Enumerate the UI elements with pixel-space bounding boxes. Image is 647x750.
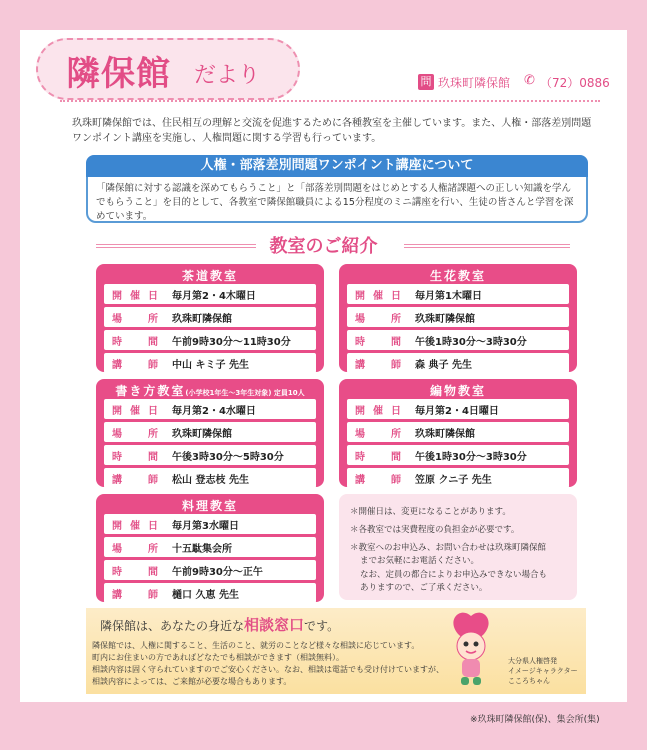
label-char: 開 <box>112 520 122 532</box>
note-item: ＊開催日は、変更になることがあります。 <box>350 507 511 517</box>
class-row-time <box>104 330 316 350</box>
class-row-label <box>104 471 166 486</box>
label-char: 場 <box>112 428 122 440</box>
class-card <box>96 379 324 487</box>
class-row-place <box>104 422 316 442</box>
label-char: 催 <box>130 290 140 302</box>
class-row-label <box>347 333 409 348</box>
label-char: 場 <box>112 313 122 325</box>
class-row-label <box>104 310 166 325</box>
class-card-title-text: 料理教室 <box>181 499 238 513</box>
mascot-caption-line: イメージキャラクター <box>508 667 578 675</box>
header-divider <box>60 100 600 102</box>
label-char: 場 <box>355 428 365 440</box>
class-card <box>339 379 577 487</box>
class-row-label <box>104 425 166 440</box>
class-row-teacher <box>347 353 569 373</box>
label-char: 師 <box>148 474 158 486</box>
class-row-label <box>347 471 409 486</box>
label-char: 開 <box>355 405 365 417</box>
class-row-time <box>104 560 316 580</box>
label-char: 間 <box>391 336 401 348</box>
class-row-place <box>104 537 316 557</box>
class-row-label <box>347 425 409 440</box>
label-char: 所 <box>391 313 401 325</box>
class-row-value: 午後3時30分～5時30分 <box>172 451 284 463</box>
phone-number: （72）0886 <box>540 76 610 90</box>
label-char: 講 <box>112 359 122 371</box>
phone-icon: ✆ <box>524 73 535 88</box>
class-row-value: 毎月第1木曜日 <box>415 290 482 302</box>
consult-line: 町内にお住まいの方であればどなたでも相談ができます（相談無料）。 <box>92 653 344 662</box>
label-char: 開 <box>112 290 122 302</box>
class-row-date <box>104 399 316 419</box>
label-char: 所 <box>148 543 158 555</box>
org-name: 玖珠町隣保館 <box>438 76 511 90</box>
label-char: 時 <box>112 451 122 463</box>
class-row-value: 笠原 クニ子 先生 <box>415 474 492 486</box>
label-char: 師 <box>148 359 158 371</box>
class-row-value: 玖珠町隣保館 <box>172 428 232 440</box>
class-row-label <box>347 310 409 325</box>
class-row-time <box>104 445 316 465</box>
class-card-title <box>96 382 324 399</box>
class-card <box>96 264 324 372</box>
class-row-value: 毎月第3水曜日 <box>172 520 239 532</box>
class-row-value: 松山 登志枝 先生 <box>172 474 249 486</box>
label-char: 時 <box>355 451 365 463</box>
label-char: 日 <box>391 405 401 417</box>
class-row-value: 中山 キミ子 先生 <box>172 359 249 371</box>
class-row-date <box>347 399 569 419</box>
class-row-label <box>104 586 166 601</box>
label-char: 所 <box>148 313 158 325</box>
label-char: 師 <box>391 474 401 486</box>
class-card-title <box>339 267 577 284</box>
label-char: 間 <box>148 451 158 463</box>
class-row-label <box>104 540 166 555</box>
note-item: なお、定員の都合によりお申込みできない場合も <box>360 570 548 580</box>
class-row-value: 毎月第2・4水曜日 <box>172 405 256 417</box>
label-char: 講 <box>112 589 122 601</box>
mascot-caption-line: 大分県人権啓発 <box>508 657 557 665</box>
label-char: 間 <box>148 336 158 348</box>
label-char: 開 <box>355 290 365 302</box>
label-char: 催 <box>373 405 383 417</box>
class-card-title-text: 茶道教室 <box>181 269 238 283</box>
class-card <box>339 264 577 372</box>
label-char: 時 <box>355 336 365 348</box>
class-row-value: 森 典子 先生 <box>415 359 472 371</box>
class-row-teacher <box>104 583 316 603</box>
label-char: 間 <box>148 566 158 578</box>
inquiry-icon: 問 <box>418 74 434 90</box>
label-char: 講 <box>355 359 365 371</box>
class-row-place <box>347 307 569 327</box>
label-char: 時 <box>112 566 122 578</box>
class-row-teacher <box>347 468 569 488</box>
class-row-label <box>104 356 166 371</box>
class-row-label <box>347 448 409 463</box>
class-row-date <box>347 284 569 304</box>
class-row-place <box>104 307 316 327</box>
consult-heading-highlight: 相談窓口 <box>244 616 305 634</box>
label-char: 講 <box>355 474 365 486</box>
class-row-teacher <box>104 353 316 373</box>
label-char: 開 <box>112 405 122 417</box>
label-char: 所 <box>391 428 401 440</box>
mascot-caption-line: こころちゃん <box>508 677 550 685</box>
class-card-title-text: 生花教室 <box>429 269 486 283</box>
label-char: 所 <box>148 428 158 440</box>
class-row-value: 午前9時30分～11時30分 <box>172 336 291 348</box>
class-row-value: 毎月第2・4木曜日 <box>172 290 256 302</box>
class-row-label <box>104 517 166 532</box>
footnote: ※玖珠町隣保館(保)、集会所(集) <box>470 715 600 725</box>
class-row-label <box>104 563 166 578</box>
class-row-date <box>104 514 316 534</box>
note-item: ＊教室へのお申込み、お問い合わせは玖珠町隣保館 <box>350 543 547 553</box>
page-subtitle: だより <box>194 63 261 88</box>
class-row-label <box>347 287 409 302</box>
class-row-value: 十五駄集会所 <box>172 543 232 555</box>
class-row-value: 玖珠町隣保館 <box>172 313 232 325</box>
label-char: 日 <box>148 290 158 302</box>
consult-line: 隣保館では、人権に関すること、生活のこと、就労のことなど様々な相談に応じています。 <box>92 641 420 650</box>
class-row-label <box>104 333 166 348</box>
mascot-caption <box>508 656 578 686</box>
label-char: 間 <box>391 451 401 463</box>
class-row-label <box>104 402 166 417</box>
label-char: 講 <box>112 474 122 486</box>
class-row-time <box>347 445 569 465</box>
label-char: 催 <box>130 405 140 417</box>
label-char: 師 <box>148 589 158 601</box>
class-card-title-note: (小学校1年生～3年生対象) 定員10人 <box>185 389 305 397</box>
class-row-value: 玖珠町隣保館 <box>415 428 475 440</box>
class-row-value: 毎月第2・4日曜日 <box>415 405 499 417</box>
note-item: までお気軽にお電話ください。 <box>360 556 480 566</box>
class-row-label <box>104 287 166 302</box>
label-char: 日 <box>148 405 158 417</box>
label-char: 日 <box>148 520 158 532</box>
class-row-label <box>104 448 166 463</box>
label-char: 催 <box>373 290 383 302</box>
classes-heading: 教室のご紹介 <box>269 236 378 257</box>
class-card-title <box>96 267 324 284</box>
class-row-value: 午後1時30分～3時30分 <box>415 451 527 463</box>
page-title: 隣保館 <box>66 54 171 94</box>
class-row-value: 午後1時30分～3時30分 <box>415 336 527 348</box>
class-row-teacher <box>104 468 316 488</box>
class-card-title <box>96 497 324 514</box>
label-char: 催 <box>130 520 140 532</box>
consult-heading-post: です。 <box>304 619 340 633</box>
class-card-title <box>339 382 577 399</box>
intro-text: 玖珠町隣保館では、住民相互の理解と交流を促進するために各種教室を主催しています。また、人権・部落差別問題ワンポイント講座を実施し、人権問題に関する学習も行っています。 <box>72 118 592 144</box>
label-char: 日 <box>391 290 401 302</box>
class-row-place <box>347 422 569 442</box>
class-row-label <box>347 356 409 371</box>
label-char: 師 <box>391 359 401 371</box>
class-row-label <box>347 402 409 417</box>
class-card-title-text: 編物教室 <box>429 384 486 398</box>
class-row-value: 玖珠町隣保館 <box>415 313 475 325</box>
class-row-value: 午前9時30分～正午 <box>172 566 263 578</box>
label-char: 場 <box>355 313 365 325</box>
consult-line: 相談内容は固く守られていますのでご安心ください。なお、相談は電話でも受け付けていますが、 <box>92 665 444 674</box>
consult-heading-pre: 隣保館は、あなたの身近な <box>100 619 245 633</box>
label-char: 時 <box>112 336 122 348</box>
label-char: 場 <box>112 543 122 555</box>
consult-heading <box>100 614 339 635</box>
class-card-title-text: 書き方教室 <box>115 384 186 398</box>
note-item: ＊各教室では実費程度の負担金が必要です。 <box>350 525 520 535</box>
consult-body <box>92 640 454 688</box>
class-row-value: 樋口 久恵 先生 <box>172 589 239 601</box>
lecture-section-title: 人権・部落差別問題ワンポイント講座について <box>86 155 588 177</box>
note-item: ありますので、ご了承ください。 <box>360 583 488 593</box>
lecture-section-body: 「隣保館に対する認識を深めてもらうこと」と「部落差別問題をはじめとする人権諸課題への正しい知識を学んでもらうこと」を目的として、各教室で隣保館職員による15分程度のミニ講座を行い、生徒の皆さんと学習を深めています。 <box>96 183 574 222</box>
class-card <box>96 494 324 602</box>
heading-rule-right <box>404 244 570 248</box>
class-row-time <box>347 330 569 350</box>
class-row-date <box>104 284 316 304</box>
mascot-image <box>446 612 496 690</box>
consult-line: 相談内容によっては、ご来館が必要な場合もあります。 <box>92 677 292 686</box>
